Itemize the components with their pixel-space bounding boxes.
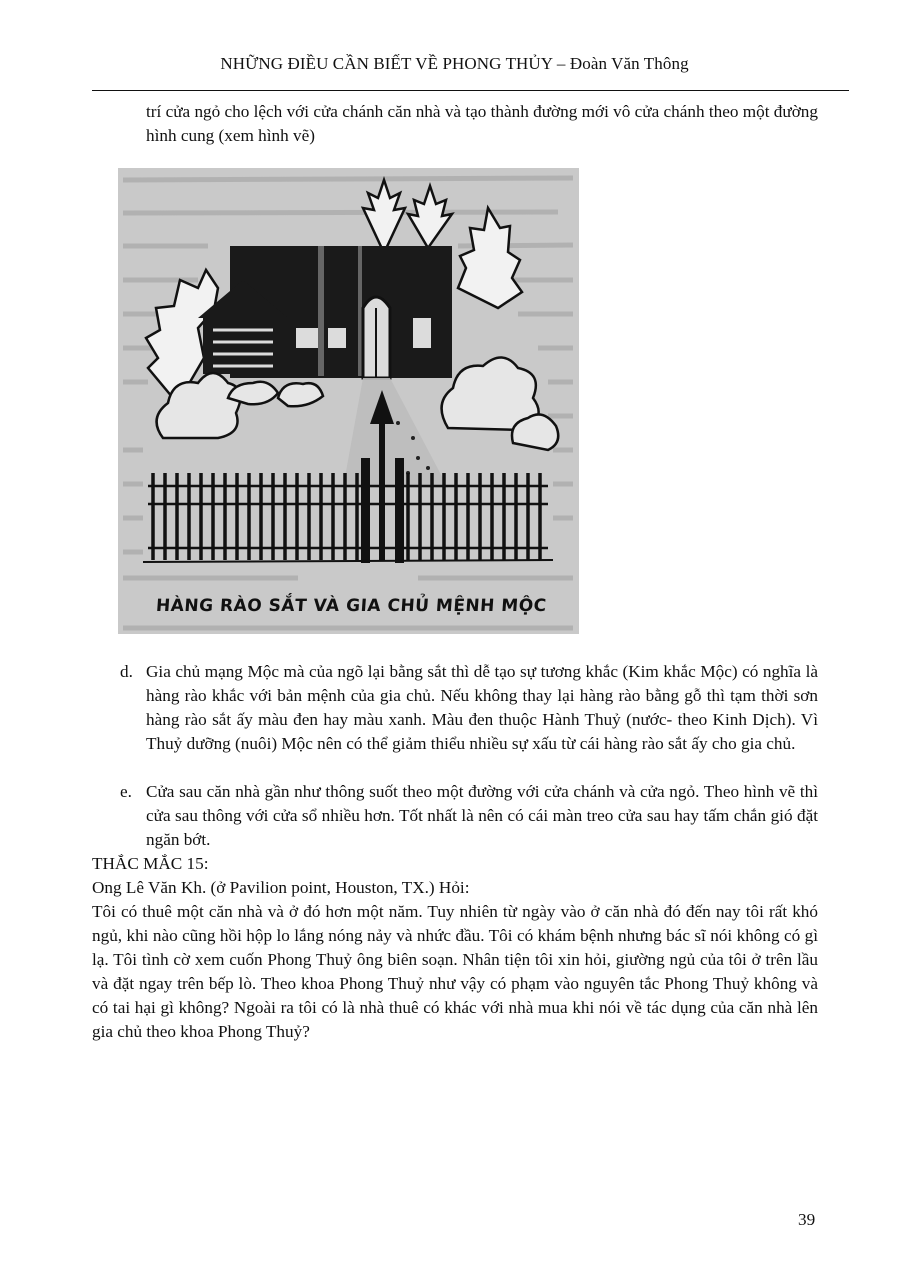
intro-paragraph: trí cửa ngỏ cho lệch với cửa chánh căn nhà và tạo thành đường mới vô cửa chánh theo một đường hình cung (xem hình vẽ) bbox=[146, 102, 818, 145]
list-item-text: Cửa sau căn nhà gần như thông suốt theo một đường với cửa chánh và cửa ngỏ. Theo hình vẽ thì cửa sau thông với cửa sổ nhiều hơn. Tốt nhất là nên có cái màn treo cửa sau hay tấm chắn gió đặt ngăn bớt. bbox=[146, 782, 818, 849]
question-body: Tôi có thuê một căn nhà và ở đó hơn một năm. Tuy nhiên từ ngày vào ở căn nhà đó đến nay tôi rất khó ngủ, khi nào cũng hồi hộp lo lắng nóng nảy và nhức đầu. Tôi có khám bệnh nhưng bác sĩ nói không có gì lạ. Tôi tình cờ xem cuốn Phong Thuỷ ông biên soạn. Nhân tiện tôi xin hỏi, giường ngủ của tôi ở trên lầu và đặt ngay trên bếp lò. Theo khoa Phong Thuỷ như vậy có phạm vào nguyên tắc Phong Thuỷ không và có tai hại gì không? Ngoài ra tôi có là nhà thuê có khác với nhà mua khi nói về tác dụng của căn nhà lên gia chủ theo khoa Phong Thuỷ? bbox=[92, 902, 818, 1041]
question-from: Ong Lê Văn Kh. (ở Pavilion point, Houston, TX.) Hỏi: bbox=[92, 878, 470, 897]
header-rule bbox=[92, 90, 849, 91]
list-item-text: Gia chủ mạng Mộc mà của ngõ lại bằng sắt thì dễ tạo sự tương khắc (Kim khắc Mộc) có nghĩa là hàng rào khắc với bản mệnh của gia chủ. Nếu không thay lại hàng rào bằng gỗ thì tạm thời sơn hàng rào sắt ấy màu đen hay màu xanh. Màu đen thuộc Hành Thuỷ (nước- theo Kinh Dịch). Vì Thuỷ dưỡng (nuôi) Mộc nên có thể giảm thiểu nhiều sự xấu từ cái hàng rào sắt ấy cho gia chủ. bbox=[146, 662, 818, 753]
list-marker: e. bbox=[120, 782, 132, 801]
list-marker: d. bbox=[120, 662, 133, 681]
running-header: NHỮNG ĐIỀU CẦN BIẾT VỀ PHONG THỦY – Đoàn Văn Thông bbox=[220, 54, 689, 73]
figure-caption: HÀNG RÀO SẮT VÀ GIA CHỦ MỆNH MỘC bbox=[155, 596, 548, 616]
illustration-drawing bbox=[118, 168, 579, 634]
question-title: THẮC MẮC 15: bbox=[92, 854, 209, 873]
page-number: 39 bbox=[798, 1210, 816, 1229]
house-fence-illustration bbox=[118, 168, 579, 634]
